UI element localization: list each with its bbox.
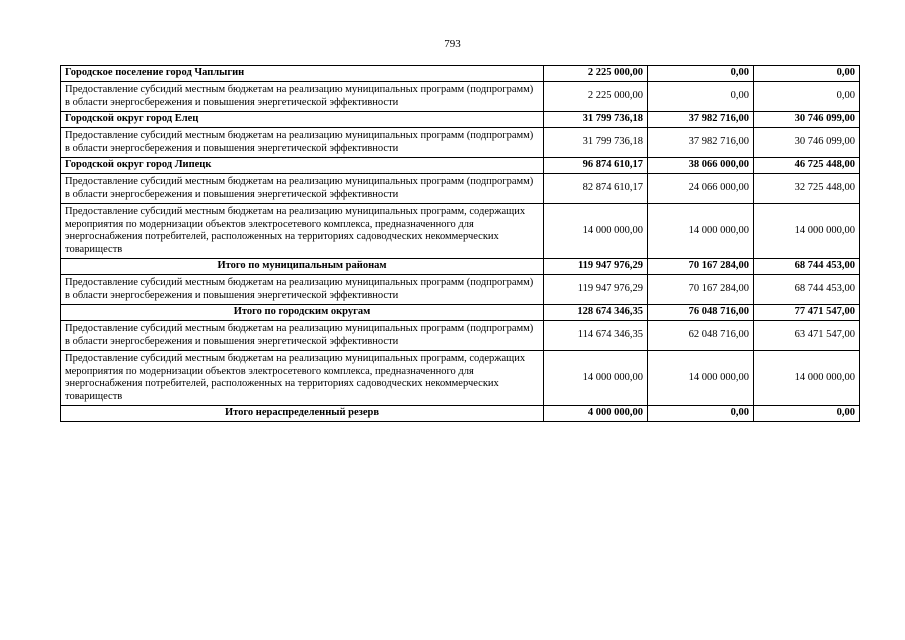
row-value-2-cell: 37 982 716,00 xyxy=(648,128,754,158)
row-value-1-cell: 31 799 736,18 xyxy=(544,128,648,158)
table-row xyxy=(61,82,860,112)
table-row xyxy=(61,321,860,351)
row-value-2-cell: 14 000 000,00 xyxy=(648,351,754,406)
row-value-2-cell: 76 048 716,00 xyxy=(648,305,754,321)
row-value-2-cell: 24 066 000,00 xyxy=(648,174,754,204)
row-value-3-cell: 14 000 000,00 xyxy=(754,204,860,259)
row-value-1-cell: 119 947 976,29 xyxy=(544,275,648,305)
row-value-1-cell: 14 000 000,00 xyxy=(544,351,648,406)
row-value-1-cell: 4 000 000,00 xyxy=(544,406,648,422)
row-value-3-cell: 30 746 099,00 xyxy=(754,112,860,128)
row-value-1-cell: 128 674 346,35 xyxy=(544,305,648,321)
budget-table xyxy=(60,65,860,422)
row-value-2-cell: 38 066 000,00 xyxy=(648,158,754,174)
row-value-2-cell: 62 048 716,00 xyxy=(648,321,754,351)
row-value-2-cell: 0,00 xyxy=(648,66,754,82)
row-value-1-cell: 2 225 000,00 xyxy=(544,66,648,82)
row-name-cell: Предоставление субсидий местным бюджетам на реализацию муниципальных программ, содержащих мероприятия по модернизации объектов электросетевого комплекса, предназначенного для энергоснабжения потребителей, расположенных на территориях садоводческих некоммерческих товариществ xyxy=(61,204,544,259)
row-value-3-cell: 68 744 453,00 xyxy=(754,275,860,305)
table-row-total xyxy=(61,259,860,275)
page-number: 793 xyxy=(444,38,461,50)
row-value-3-cell: 46 725 448,00 xyxy=(754,158,860,174)
table-row-total xyxy=(61,112,860,128)
row-name-cell: Итого по муниципальным районам xyxy=(61,259,544,275)
row-name-cell: Итого нераспределенный резерв xyxy=(61,406,544,422)
row-value-3-cell: 68 744 453,00 xyxy=(754,259,860,275)
row-value-2-cell: 37 982 716,00 xyxy=(648,112,754,128)
row-value-2-cell: 0,00 xyxy=(648,82,754,112)
table-row xyxy=(61,204,860,259)
row-value-1-cell: 2 225 000,00 xyxy=(544,82,648,112)
row-value-2-cell: 70 167 284,00 xyxy=(648,275,754,305)
table-row-total xyxy=(61,406,860,422)
row-value-2-cell: 14 000 000,00 xyxy=(648,204,754,259)
row-value-1-cell: 96 874 610,17 xyxy=(544,158,648,174)
row-value-2-cell: 0,00 xyxy=(648,406,754,422)
table-row xyxy=(61,275,860,305)
row-name-cell: Предоставление субсидий местным бюджетам на реализацию муниципальных программ (подпрограмм) в области энергосбережения и повышения энергетической эффективности xyxy=(61,128,544,158)
row-value-3-cell: 0,00 xyxy=(754,406,860,422)
row-name-cell: Предоставление субсидий местным бюджетам на реализацию муниципальных программ (подпрограмм) в области энергосбережения и повышения энергетической эффективности xyxy=(61,321,544,351)
row-value-3-cell: 0,00 xyxy=(754,66,860,82)
row-value-1-cell: 119 947 976,29 xyxy=(544,259,648,275)
row-name-cell: Предоставление субсидий местным бюджетам на реализацию муниципальных программ (подпрограмм) в области энергосбережения и повышения энергетической эффективности xyxy=(61,275,544,305)
table-row xyxy=(61,351,860,406)
row-name-cell: Городской округ город Липецк xyxy=(61,158,544,174)
row-value-3-cell: 63 471 547,00 xyxy=(754,321,860,351)
row-name-cell: Итого по городским округам xyxy=(61,305,544,321)
row-name-cell: Городское поселение город Чаплыгин xyxy=(61,66,544,82)
row-value-3-cell: 32 725 448,00 xyxy=(754,174,860,204)
row-value-3-cell: 77 471 547,00 xyxy=(754,305,860,321)
row-name-cell: Предоставление субсидий местным бюджетам на реализацию муниципальных программ (подпрограмм) в области энергосбережения и повышения энергетической эффективности xyxy=(61,174,544,204)
row-value-1-cell: 82 874 610,17 xyxy=(544,174,648,204)
budget-table-body xyxy=(61,66,860,422)
row-value-2-cell: 70 167 284,00 xyxy=(648,259,754,275)
row-value-3-cell: 30 746 099,00 xyxy=(754,128,860,158)
row-name-cell: Городской округ город Елец xyxy=(61,112,544,128)
row-value-3-cell: 14 000 000,00 xyxy=(754,351,860,406)
table-row xyxy=(61,174,860,204)
table-row-total xyxy=(61,66,860,82)
row-value-1-cell: 14 000 000,00 xyxy=(544,204,648,259)
row-value-3-cell: 0,00 xyxy=(754,82,860,112)
row-value-1-cell: 31 799 736,18 xyxy=(544,112,648,128)
table-row-total xyxy=(61,158,860,174)
row-value-1-cell: 114 674 346,35 xyxy=(544,321,648,351)
table-row xyxy=(61,128,860,158)
row-name-cell: Предоставление субсидий местным бюджетам на реализацию муниципальных программ (подпрограмм) в области энергосбережения и повышения энергетической эффективности xyxy=(61,82,544,112)
table-row-total xyxy=(61,305,860,321)
row-name-cell: Предоставление субсидий местным бюджетам на реализацию муниципальных программ, содержащих мероприятия по модернизации объектов электросетевого комплекса, предназначенного для энергоснабжения потребителей, расположенных на территориях садоводческих некоммерческих товариществ xyxy=(61,351,544,406)
